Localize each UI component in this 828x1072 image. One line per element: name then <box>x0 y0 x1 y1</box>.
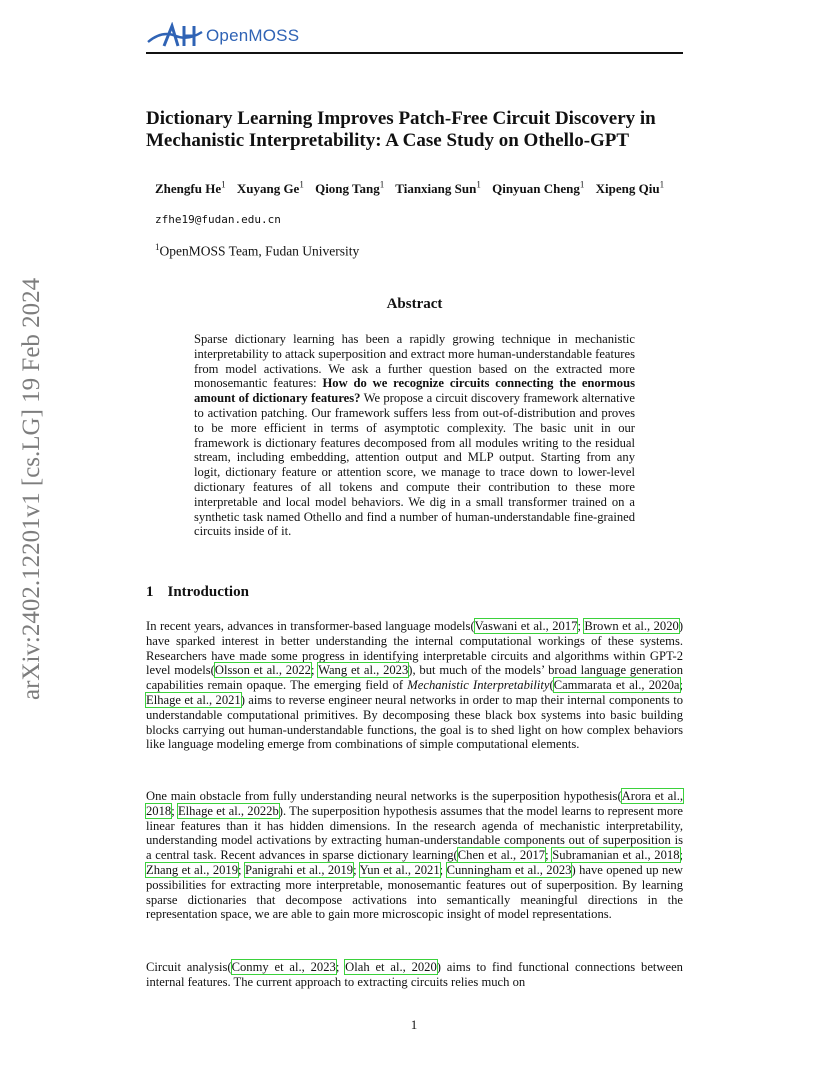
intro-paragraph-2: One main obstacle from fully understanding neural networks is the superposition hypothesis(Arora et al., 2018; Elhage et al., 2022b). The superposition hypothesis assumes that the model learns to represent more linear features than it has hidden dimensions. In the research agenda of mechanistic interpretability, understanding model activations by extracting human-understandable components out of superposition is a central task. Recent advances in sparse dictionary learning(Chen et al., 2017; Subramanian et al., 2018; Zhang et al., 2019; Panigrahi et al., 2019; Yun et al., 2021; Cunningham et al., 2023) have opened up new possibilities for extracting more interpretable, monosemantic features out of superposition. By learning sparse dictionaries that decompose activations into semantically meaningful directions in the representation space, we are able to gain more microscopic insight of model representations. <box>146 789 684 922</box>
logo-text: OpenMOSS <box>206 26 300 45</box>
citation-link[interactable]: Vaswani et al., 2017 <box>474 619 578 633</box>
author: Qinyuan Cheng$^1$ <box>492 180 585 197</box>
page-number: 1 <box>410 1017 418 1032</box>
intro-paragraph-3: Circuit analysis(Conmy et al., 2023; Olah et al., 2020) aims to find functional connections between internal features. The current approach to extracting circuits relies much on <box>146 960 683 989</box>
citation-link[interactable]: Cammarata et al., 2020a <box>553 678 680 693</box>
citation-link[interactable]: Conmy et al., 2023 <box>231 960 336 974</box>
intro-paragraph-1: In recent years, advances in transformer-based language models(Vaswani et al., 2017; Brown et al., 2020) have sparked interest in better understanding the internal computational workings of these systems. Researchers have made some progress in identifying interpretable circuits and algorithms within GPT-2 level models(Olsson et al., 2022; Wang et al., 2023), but much of the models’ broad language generation capabilities remain opaque. The emerging field of Mechanistic Interpretability(Cammarata et al., 2020a; Elhage et al., 2021) aims to reverse engineer neural networks in order to map their internal components to understandable computational primitives. By decomposing these black box systems into basic building blocks carrying out human-understandable functions, the goal is to shed light on how complex behaviors like language modeling emerge from combinations of simple computational elements. <box>146 619 684 752</box>
header-rule <box>146 52 683 54</box>
citation-link[interactable]: Subramanian et al., 2018 <box>552 848 680 863</box>
citation-link[interactable]: Olah et al., 2020 <box>345 960 437 974</box>
author: Qiong Tang$^1$ <box>315 180 385 197</box>
affiliation: $^1$OpenMOSS Team, Fudan University <box>155 242 360 259</box>
paper-title: Dictionary Learning Improves Patch-Free Circuit Discovery in Mechanistic Interpretability: A Case Study on Othello-GPT <box>146 108 656 151</box>
arxiv-stamp-text: arXiv:2402.12201v1 [cs.LG] 19 Feb 2024 <box>18 277 45 700</box>
citation-link[interactable]: Elhage et al., 2022b <box>177 803 279 818</box>
abstract-heading: Abstract <box>386 296 443 312</box>
citation-link[interactable]: Brown et al., 2020 <box>584 619 679 633</box>
citation-link[interactable]: Panigrahi et al., 2019 <box>244 862 354 877</box>
citation-link[interactable]: Zhang et al., 2019 <box>146 862 239 877</box>
arxiv-stamp <box>18 277 48 700</box>
citation-link[interactable]: Arora et al., 2018 <box>146 789 684 818</box>
author: Zhengfu He$^1$ <box>155 180 226 197</box>
abstract-body: Sparse dictionary learning has been a rapidly growing technique in mechanistic interpretability to attack superposition and extract more human-understandable features from model activations. We ask a further question based on the extracted more monosemantic features: How do we recognize circuits connecting the enormous amount of dictionary features? We propose a circuit discovery framework alternative to activation patching. Our framework suffers less from out-of-distribution and proves to be more efficient in terms of asymptotic complexity. The basic unit in our framework is dictionary features decomposed from all modules writing to the residual stream, including embedding, attention output and MLP output. Starting from any logit, dictionary feature or attention score, we manage to trace down to lower-level dictionary features of all tokens and compute their contribution to these more interpretable and local model behaviors. We dig in a small transformer trained on a synthetic task named Othello and find a number of human-understandable fine-grained circuits inside of it. <box>194 332 635 539</box>
openmoss-logo-icon <box>146 22 204 50</box>
openmoss-logo <box>146 22 326 50</box>
section-heading: 1 Introduction <box>146 584 249 600</box>
citation-link[interactable]: Chen et al., 2017 <box>457 848 546 863</box>
citation-link[interactable]: Yun et al., 2021 <box>359 862 440 877</box>
citation-link[interactable]: Cunningham et al., 2023 <box>446 862 572 877</box>
author-list <box>155 180 715 197</box>
author: Xipeng Qiu$^1$ <box>595 180 665 197</box>
author: Tianxiang Sun$^1$ <box>395 180 481 197</box>
author: Xuyang Ge$^1$ <box>236 180 304 197</box>
author-email[interactable]: zfhe19@fudan.edu.cn <box>155 213 281 226</box>
citation-link[interactable]: Wang et al., 2023 <box>318 663 409 678</box>
citation-link[interactable]: Olsson et al., 2022 <box>214 663 311 678</box>
citation-link[interactable]: Elhage et al., 2021 <box>146 692 241 707</box>
